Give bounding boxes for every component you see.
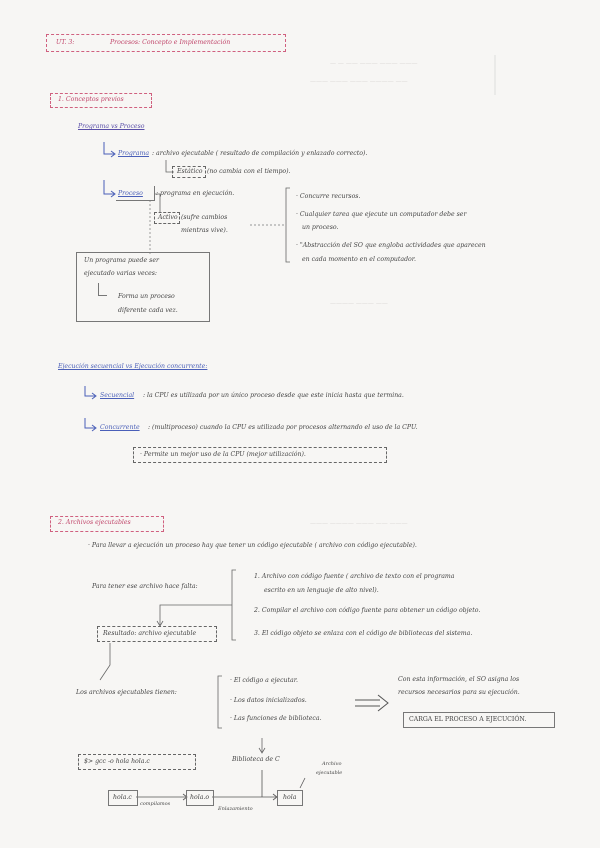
- file-hola-o-label: hola.o: [190, 794, 210, 801]
- step-3: 3. El código objeto se enlaza con el código de bibliotecas del sistema.: [254, 630, 473, 637]
- box-line-1: Un programa puede ser: [84, 257, 159, 264]
- carga: CARGA EL PROCESO A EJECUCIÓN.: [409, 716, 527, 723]
- programa-vs-proceso: Programa vs Proceso: [78, 123, 145, 130]
- biblioteca: Biblioteca de C: [232, 756, 280, 763]
- box-inner-bracket: [98, 283, 107, 296]
- bullet-abstraccion-2: en cada momento en el computador.: [302, 256, 416, 263]
- ejecucion-title: Ejecución secuencial vs Ejecución concurrente:: [58, 363, 208, 370]
- mejor-uso-note: · Permite un mejor uso de la CPU (mejor utilización).: [140, 451, 306, 458]
- box-line-2: ejecutado varias veces:: [84, 270, 158, 277]
- secuencial-text: : la CPU es utilizada por un único proceso desde que este inicia hasta que termina.: [143, 392, 404, 399]
- step-1a: 1. Archivo con código fuente ( archivo de texto con el programa: [254, 573, 455, 580]
- estatico-text: (no cambia con el tiempo).: [207, 168, 291, 175]
- programa-text: : archivo ejecutable ( resultado de compilación y enlazado correcto).: [152, 150, 368, 157]
- compilamos: compilamos: [140, 801, 171, 807]
- proceso-label: Proceso: [118, 190, 143, 197]
- section2-heading: 2. Archivos ejecutables: [58, 519, 131, 526]
- estatico-label: Estático: [177, 168, 203, 175]
- bullet-tarea-2: un proceso.: [302, 224, 339, 231]
- box-sub-1: Forma un proceso: [118, 293, 175, 300]
- activo-text-2: mientras vive).: [181, 227, 228, 234]
- bleed-through-text: — — —— ——— ——— ———: [330, 60, 418, 67]
- bleed-through-text: ——— ——— ——— ———— ——: [310, 78, 408, 85]
- info-1: Con esta información, el SO asigna los: [398, 676, 520, 683]
- unit-number: UT. 3:: [56, 39, 75, 46]
- bullet-tarea-1: · Cualquier tarea que ejecute un computador debe ser: [296, 211, 467, 218]
- unit-title: Procesos: Concepto e Implementación: [110, 39, 231, 46]
- bullet-concurre: · Concurre recursos.: [296, 193, 361, 200]
- secuencial-label: Secuencial: [100, 392, 135, 399]
- box-sub-2: diferente cada vez.: [118, 307, 178, 314]
- info-2: recursos necesarios para su ejecución.: [398, 689, 520, 696]
- have-3: · Las funciones de biblioteca.: [230, 715, 322, 722]
- step-1b: escrito en un lenguaje de alto nivel).: [264, 587, 379, 594]
- archivo-ejecutable-1: Archivo: [322, 761, 342, 767]
- concurrente-text: : (multiproceso) cuando la CPU es utilizada por procesos alternando el uso de la CPU.: [148, 424, 418, 431]
- section1-heading: 1. Conceptos previos: [58, 96, 124, 103]
- section2-intro: · Para llevar a ejecución un proceso hay que tener un código ejecutable ( archivo con código ejecutable).: [88, 542, 417, 549]
- bleed-through-text: ———— ——— ——: [330, 300, 388, 307]
- resultado: Resultado: archivo ejecutable: [103, 630, 197, 637]
- have-2: · Los datos inicializados.: [230, 697, 307, 704]
- para-tener: Para tener ese archivo hace falta:: [92, 583, 198, 590]
- file-hola-label: hola: [283, 794, 297, 801]
- bullet-abstraccion-1: · "Abstracción del SO que engloba actividades que aparecen: [296, 242, 486, 249]
- programa-label: Programa: [118, 150, 150, 157]
- activo-text-1: (sufre cambios: [181, 214, 228, 221]
- concurrente-label: Concurrente: [100, 424, 140, 431]
- file-hola-c-label: hola.c: [113, 794, 132, 801]
- bleed-through-text: ——— ———— ——— —— ———: [310, 520, 408, 527]
- archivo-ejecutable-2: ejecutable: [316, 770, 343, 776]
- enlazamiento: Enlazamiento: [218, 806, 253, 812]
- step-2: 2. Compilar el archivo con código fuente para obtener un código objeto.: [254, 607, 481, 614]
- activo-label: Activo: [158, 214, 178, 221]
- tienen: Los archivos ejecutables tienen:: [76, 689, 177, 696]
- cmd: $> gcc -o hola hola.c: [84, 758, 150, 765]
- proceso-bracket: [116, 186, 155, 201]
- have-1: · El código a ejecutar.: [230, 677, 298, 684]
- proceso-text: : programa en ejecución.: [156, 190, 235, 197]
